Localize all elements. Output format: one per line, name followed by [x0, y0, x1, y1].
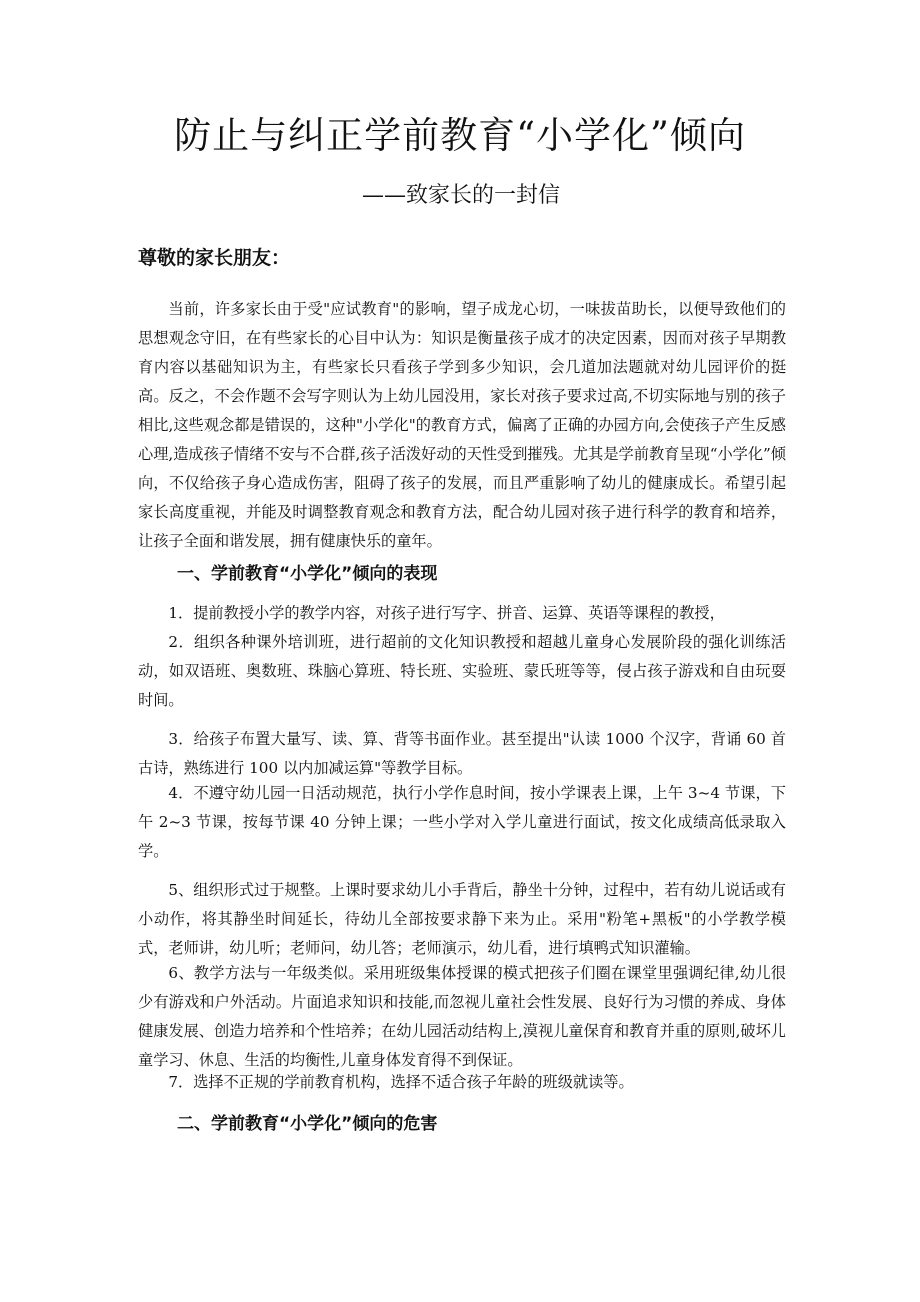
list-item-6: 6、教学方法与一年级类似。采用班级集体授课的模式把孩子们圈在课堂里强调纪律,幼儿很少有游戏和户外活动。片面追求知识和技能,而忽视儿童社会性发展、良好行为习惯的养成、身体健康发展、创造力培养和个性培养；在幼儿园活动结构上,漠视儿童保育和教育并重的原则,破坏儿童学习、休息、生活的均衡性,儿童身体发育得不到保证。 — [138, 964, 786, 1069]
list-item-1: 1．提前教授小学的教学内容，对孩子进行写字、拼音、运算、英语等课程的教授， — [168, 604, 725, 622]
list-item-4: 4．不遵守幼儿园一日活动规范，执行小学作息时间，按小学课表上课，上午 3~4 节课，下午 2~3 节课，按每节课 40 分钟上课；一些小学对入学儿童进行面试，按文化成绩高低录取入学。 — [138, 784, 786, 860]
section-heading-1: 一、学前教育“小学化”倾向的表现 — [177, 564, 438, 584]
section-heading-2: 二、学前教育“小学化”倾向的危害 — [177, 1114, 438, 1134]
salutation: 尊敬的家长朋友： — [138, 247, 291, 269]
document-title: 防止与纠正学前教育“小学化”倾向 — [174, 114, 746, 157]
intro-paragraph: 当前，许多家长由于受"应试教育"的影响，望子成龙心切，一味拔苗助长，以便导致他们的思想观念守旧，在有些家长的心目中认为：知识是衡量孩子成才的决定因素，因而对孩子早期教育内容以基础知识为主，有些家长只看孩子学到多少知识，会几道加法题就对幼儿园评价的挺高。反之，不会作题不会写字则认为上幼儿园没用，家长对孩子要求过高,不切实际地与别的孩子相比,这些观念都是错误的，这种"小学化"的教育方式，偏离了正确的办园方向,会使孩子产生反感心理,造成孩子情绪不安与不合群,孩子活泼好动的天性受到摧残。尤其是学前教育呈现“小学化”倾向，不仅给孩子身心造成伤害，阻碍了孩子的发展，而且严重影响了幼儿的健康成长。希望引起家长高度重视，并能及时调整教育观念和教育方法，配合幼儿园对孩子进行科学的教育和培养，让孩子全面和谐发展，拥有健康快乐的童年。 — [138, 300, 786, 550]
list-item-5: 5、组织形式过于规整。上课时要求幼儿小手背后，静坐十分钟，过程中，若有幼儿说话或有小动作，将其静坐时间延长，待幼儿全部按要求静下来为止。采用"粉笔+黑板"的小学教学模式，老师讲，幼儿听；老师问，幼儿答；老师演示，幼儿看，进行填鸭式知识灌输。 — [138, 881, 786, 957]
list-item-7: 7．选择不正规的学前教育机构，选择不适合孩子年龄的班级就读等。 — [168, 1073, 634, 1091]
subtitle-text: ——致家长的一封信 — [362, 183, 561, 208]
list-item-2: 2．组织各种课外培训班，进行超前的文化知识教授和超越儿童身心发展阶段的强化训练活动，如双语班、奥数班、珠脑心算班、特长班、实验班、蒙氏班等等，侵占孩子游戏和自由玩耍时间。 — [138, 633, 786, 709]
list-item-3: 3．给孩子布置大量写、读、算、背等书面作业。甚至提出"认读 1000 个汉字，背诵 60 首古诗，熟练进行 100 以内加减运算"等教学目标。 — [138, 730, 786, 777]
